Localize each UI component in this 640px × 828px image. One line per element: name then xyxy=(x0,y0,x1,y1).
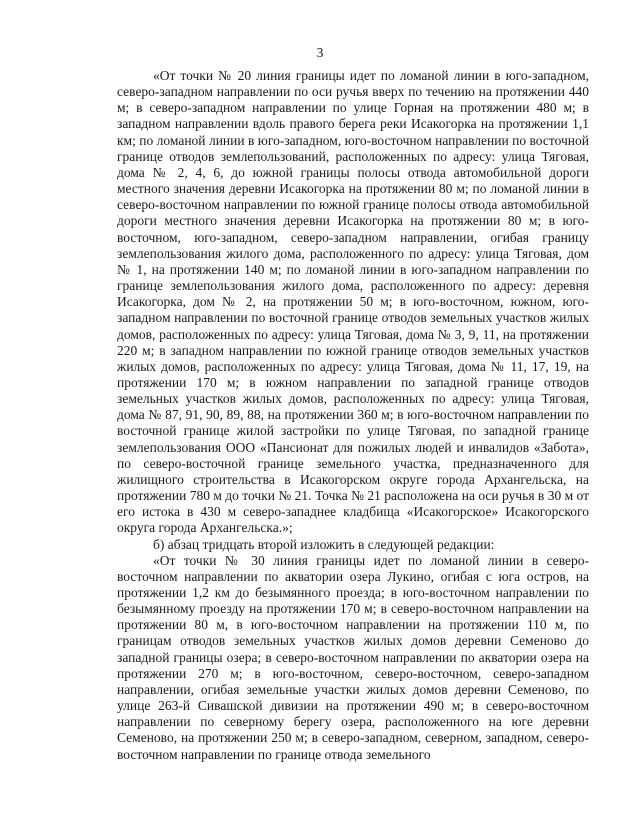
paragraph-point-20: «От точки № 20 линия границы идет по ломаной линии в юго-западном, северо-западном направлении по оси ручья вверх по течению на протяжении 440 м; в северо-западном направлении по улице Горная на протяжении 480 м; в западном направлении вдоль правого берега реки Исакогорка на протяжении 1,1 км; по ломаной линии в юго-западном, юго-восточном направлении по восточной границе отводов землепользований, расположенных по адресу: улица Тяговая, дома № 2, 4, 6, до южной границы полосы отвода автомобильной дороги местного значения деревни Исакогорка на протяжении 80 м; по ломаной линии в северо-восточном направлении по южной границе полосы отвода автомобильной дороги местного значения деревни Исакогорка на протяжении 80 м; в юго-восточном, юго-западном, северо-западном направлении, огибая границу землепользования жилого дома, расположенного по адресу: улица Тяговая, дом № 1, на протяжении 140 м; по ломаной линии в юго-западном направлении по границе землепользования жилого дома, расположенного по адресу: деревня Исакогорка, дом № 2, на протяжении 50 м; в юго-восточном, южном, юго-западном направлении по восточной границе отводов земельных участков жилых домов, расположенных по адресу: улица Тяговая, дома № 3, 9, 11, на протяжении 220 м; в западном направлении по южной границе отводов земельных участков жилых домов, расположенных по адресу: улица Тяговая, дома № 11, 17, 19, на протяжении 170 м; в южном направлении по западной границе отводов земельных участков жилых домов, расположенных по адресу: улица Тяговая, дома № 87, 91, 90, 89, 88, на протяжении 360 м; в юго-восточном направлении по восточной границе жилой застройки по улице Тяговая, по западной границе землепользования ООО «Пансионат для пожилых людей и инвалидов «Забота», по северо-восточной границе земельного участка, предназначенного для жилищного строительства в Исакогорском округе города Архангельска, на протяжении 780 м до точки № 21. Точка № 21 расположена на оси ручья в 30 м от его истока в 430 м северо-западнее кладбища «Исакогорское» Исакогорского округа города Архангельска.»; xyxy=(117,68,589,536)
paragraph-point-30: «От точки № 30 линия границы идет по ломаной линии в северо-восточном направлении по акватории озера Лукино, огибая с юга остров, на протяжении 1,2 км до безымянного проезда; в юго-восточном направлении по безымянному проезду на протяжении 170 м; в северо-восточном направлении на протяжении 80 м, в юго-восточном направлении на протяжении 110 м, по границам отводов земельных участков жилых домов деревни Семеново до западной границы озера; в северо-восточном направлении по акватории озера на протяжении 270 м; в юго-восточном, северо-восточном, северо-западном направлении, огибая земельные участки жилых домов деревни Семеново, по улице 263-й Сивашской дивизии на протяжении 490 м; в северо-восточном направлении по северному берегу озера, расположенного на юге деревни Семеново, на протяжении 250 м; в северо-западном, северном, западном, северо-восточном направлении по границе отвода земельного xyxy=(117,552,589,762)
document-body xyxy=(117,68,589,763)
paragraph-amendment-b: б) абзац тридцать второй изложить в следующей редакции: xyxy=(153,536,495,552)
page-number: 3 xyxy=(316,45,324,60)
